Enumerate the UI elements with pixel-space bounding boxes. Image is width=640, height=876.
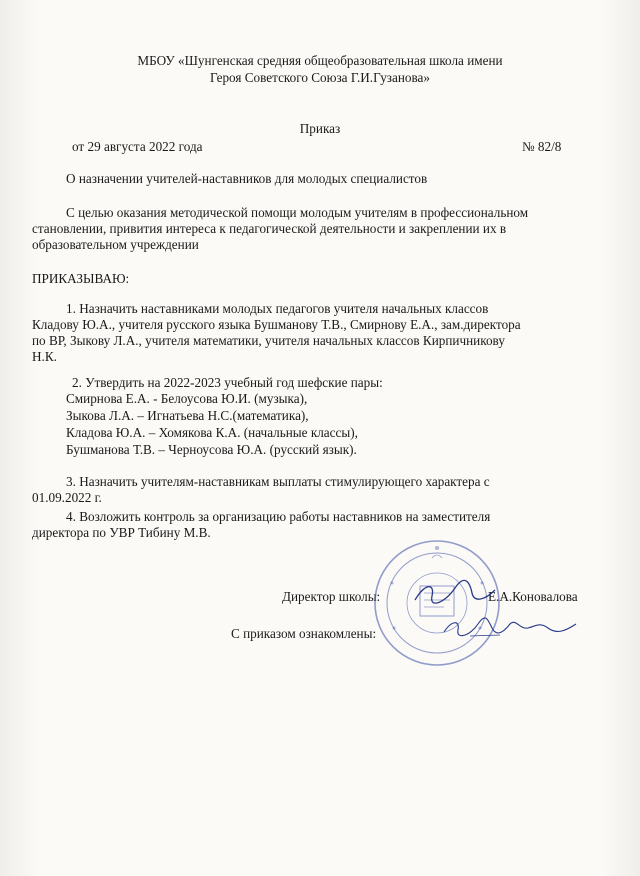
order-number: № 82/8 <box>522 139 562 154</box>
acquainted-label: С приказом ознакомлены: <box>231 626 377 641</box>
director-name: Е.А.Коновалова <box>488 589 578 604</box>
pair-3: Кладова Ю.А. – Хомякова К.А. (начальные классы), <box>66 425 358 440</box>
pair-2: Зыкова Л.А. – Игнатьева Н.С.(математика), <box>66 408 309 423</box>
director-label: Директор школы: <box>282 589 381 604</box>
school-name-line-2: Героя Советского Союза Г.И.Гузанова» <box>209 70 431 85</box>
item4-line-1: 4. Возложить контроль за организацию работы наставников на заместителя <box>66 509 491 524</box>
director-signature <box>410 578 500 608</box>
preamble-line-2: становлении, привития интереса к педагогической деятельности и закреплении их в <box>32 221 507 236</box>
order-title: Приказ <box>299 121 341 136</box>
item1-line-2: Кладову Ю.А., учителя русского языка Бушманову Т.В., Смирнову Е.А., зам.директора <box>32 317 521 332</box>
school-name-line-1: МБОУ «Шунгенская средняя общеобразовательная школа имени <box>137 53 503 68</box>
item4-line-2: директора по УВР Тибину М.В. <box>32 525 211 540</box>
item3-line-1: 3. Назначить учителям-наставникам выплаты стимулирующего характера с <box>66 474 490 489</box>
item1-line-4: Н.К. <box>32 349 57 364</box>
item1-line-1: 1. Назначить наставниками молодых педагогов учителя начальных классов <box>66 301 489 316</box>
pair-4: Бушманова Т.В. – Черноусова Ю.А. (русский язык). <box>66 442 357 457</box>
preamble-line-3: образовательном учреждении <box>32 237 199 252</box>
item1-line-3: по ВР, Зыкову Л.А., учителя математики, учителя начальных классов Кирпичникову <box>32 333 505 348</box>
order-date: от 29 августа 2022 года <box>72 139 203 154</box>
preamble-line-1: С целью оказания методической помощи молодым учителям в профессиональном <box>66 205 529 220</box>
decree-word: ПРИКАЗЫВАЮ: <box>32 271 130 286</box>
item3-line-2: 01.09.2022 г. <box>32 490 102 505</box>
item2-title: 2. Утвердить на 2022-2023 учебный год шефские пары: <box>72 375 383 390</box>
pair-1: Смирнова Е.А. - Белоусова Ю.И. (музыка), <box>66 391 308 406</box>
acquainted-signature <box>440 614 580 640</box>
order-subject: О назначении учителей-наставников для молодых специалистов <box>66 171 428 186</box>
